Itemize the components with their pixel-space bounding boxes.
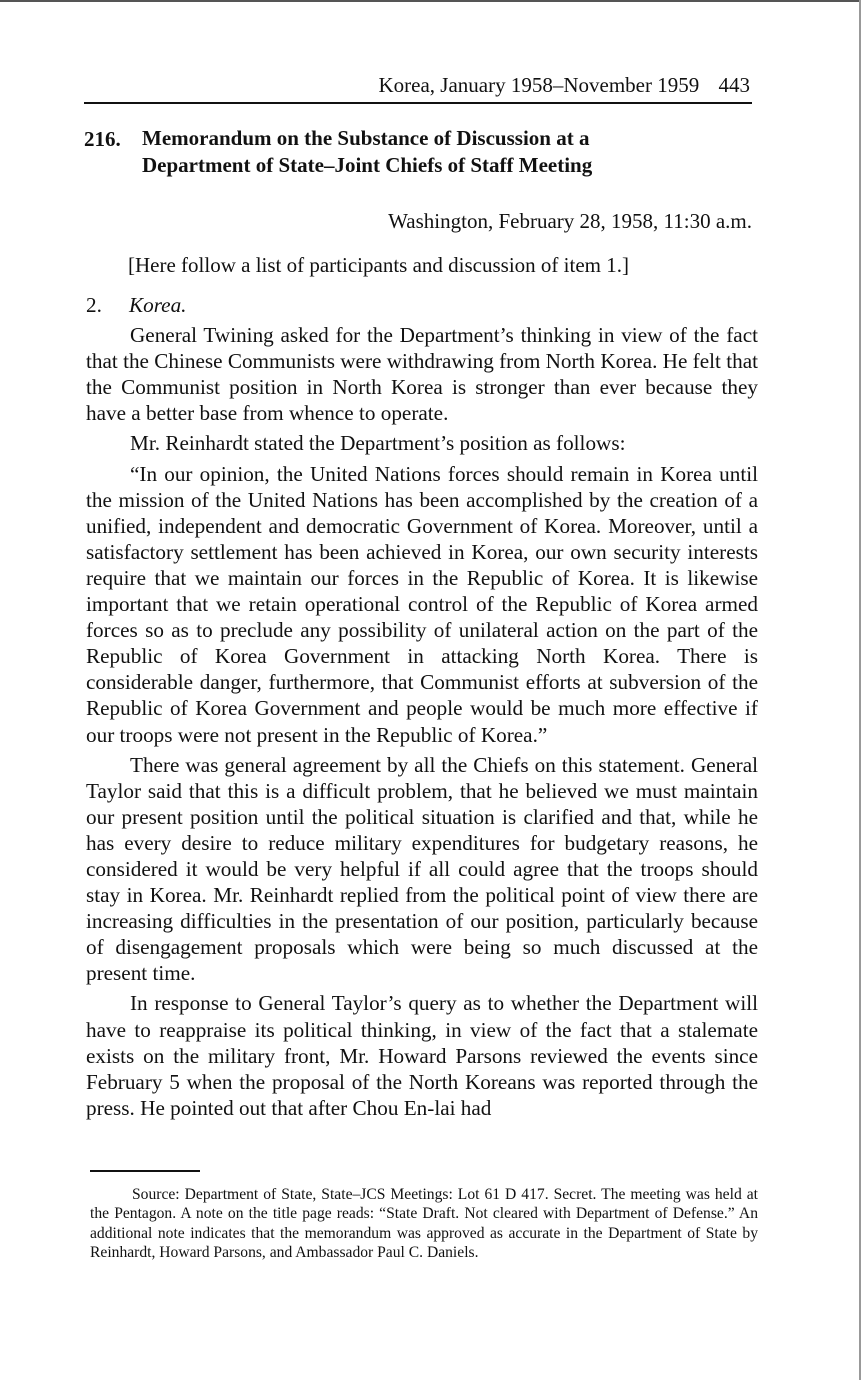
document-number: 216. xyxy=(84,127,121,151)
header-rule xyxy=(84,102,752,104)
body-text xyxy=(86,292,758,1125)
dateline: Washington, February 28, 1958, 11:30 a.m. xyxy=(388,209,752,233)
page-number: 443 xyxy=(718,73,750,97)
editorial-note: [Here follow a list of participants and discussion of item 1.] xyxy=(128,253,629,277)
running-head-title: Korea, January 1958–November 1959 xyxy=(378,73,700,97)
section-heading xyxy=(86,292,758,318)
paragraph: Mr. Reinhardt stated the Department’s position as follows: xyxy=(130,431,626,456)
paragraph: General Twining asked for the Department’s thinking in view of the fact that the Chinese Communists were withdrawing from North Korea. He felt that the Communist position in North Korea is stronger than ever because they have a better base from whence to operate. xyxy=(86,323,758,426)
source-footnote: Source: Department of State, State–JCS Meetings: Lot 61 D 417. Secret. The meeting was held at the Pentagon. A note on the title page reads: “State Draft. Not cleared with Department of Defense.” An additional note indicates that the memorandum was approved as accurate in the Department of State by Reinhardt, Howard Parsons, and Ambassador Paul C. Daniels. xyxy=(90,1186,758,1262)
paragraph: In response to General Taylor’s query as to whether the Department will have to reappraise its political thinking, in view of the fact that a stalemate exists on the military front, Mr. Howard Parsons reviewed the events since February 5 when the proposal of the North Koreans was reported through the press. He pointed out that after Chou En-lai had xyxy=(86,991,758,1120)
paragraph: “In our opinion, the United Nations forces should remain in Korea until the mission of the United Nations has been accomplished by the creation of a unified, independent and democratic Government of Korea. Moreover, until a satisfactory settlement has been achieved in Korea, our own security interests require that we maintain our forces in the Republic of Korea. It is likewise important that we retain operational control of the Republic of Korea armed forces so as to preclude any possibility of unilateral action on the part of the Republic of Korea Government in attacking North Korea. There is considerable danger, furthermore, that Communist efforts at subversion of the Republic of Korea Government and people would be much more effective if our troops were not present in the Republic of Korea.” xyxy=(86,461,758,747)
footnote-rule xyxy=(90,1170,200,1172)
running-head xyxy=(84,70,750,100)
paragraph: There was general agreement by all the Chiefs on this statement. General Taylor said that this is a difficult problem, that he believed we must maintain our present position until the political situation is clarified and that, while he has every desire to reduce military expenditures for budgetary reasons, he considered it would be very helpful if all could agree that the troops should stay in Korea. Mr. Reinhardt replied from the political point of view there are increasing difficulties in the presentation of our position, particularly because of disengagement proposals which were being so much discussed at the present time. xyxy=(86,752,758,986)
scan-top-edge xyxy=(0,0,861,2)
document-title: Memorandum on the Substance of Discussion at a Department of State–Joint Chiefs of Staff Meeting xyxy=(142,126,593,177)
section-number: 2. xyxy=(86,293,102,317)
section-label: Korea. xyxy=(129,293,187,317)
